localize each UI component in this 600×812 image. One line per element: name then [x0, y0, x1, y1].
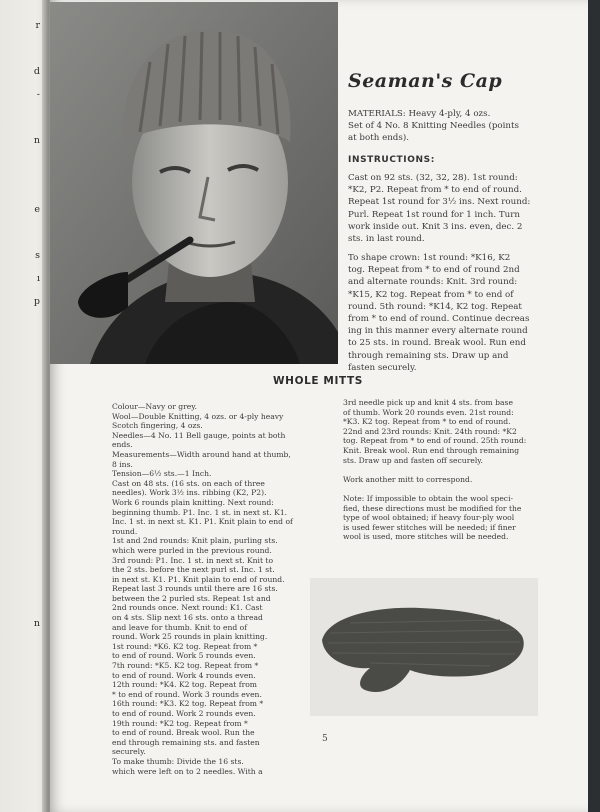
mitts-instruction-line: * to end of round. Work 3 rounds even.	[112, 689, 262, 699]
mitt-illustration	[310, 578, 538, 716]
mitts-title: WHOLE MITTS	[273, 375, 363, 387]
mitts-instruction-line: 3rd round: P1. Inc. 1 st. in next st. Knit to	[112, 555, 274, 565]
mitts-right-column	[343, 398, 543, 542]
left-page-text-fragment: s	[35, 250, 40, 261]
crown-line: *K15, K2 tog. Repeat from * to end of	[348, 289, 514, 300]
man-in-cap-illustration	[50, 2, 338, 364]
crown-line: through remaining sts. Draw up and	[348, 350, 509, 361]
mitts-instruction-line: 22nd and 23rd rounds: Knit. 24th round: *K2	[343, 426, 517, 436]
left-page-text-fragment: r	[35, 20, 40, 31]
left-page-text-fragment: -	[36, 89, 40, 100]
left-page-text-fragment: d	[33, 66, 40, 77]
mitts-instruction-line: to end of round. Break wool. Run the	[112, 728, 255, 738]
left-page-text-fragment: p	[33, 296, 40, 307]
mitts-instruction-line: wool is used, more stitches will be needed.	[343, 532, 509, 542]
left-page-text-fragment: n	[33, 618, 40, 629]
instructions-line: sts. in last round.	[348, 234, 425, 245]
crown-line: round. 5th round: *K14, K2 tog. Repeat	[348, 301, 522, 312]
mitts-instruction-line: 12th round: *K4. K2 tog. Repeat from	[112, 680, 257, 690]
crown-line: ing in this manner every alternate round	[348, 326, 528, 337]
mitt-photo	[310, 578, 538, 716]
mitts-instruction-line: 2nd rounds once. Next round: K1. Cast	[112, 603, 263, 613]
mitts-instruction-line: Work another mitt to correspond.	[343, 474, 473, 484]
mitts-instruction-line: needles). Work 3½ ins. ribbing (K2, P2).	[112, 488, 267, 498]
mitts-instruction-line: is used fewer stitches will be needed; if finer	[343, 522, 516, 532]
mitts-instruction-line: Work 6 rounds plain knitting. Next round:	[112, 497, 274, 507]
mitts-instruction-line: Note: If impossible to obtain the wool speci-	[343, 493, 514, 503]
mitts-instruction-line: Needles—4 No. 11 Bell gauge, points at both	[112, 430, 286, 440]
mitts-instruction-line: Scotch fingering, 4 ozs.	[112, 421, 203, 431]
mitts-instruction-line: securely.	[112, 747, 146, 757]
page-edge-shadow	[588, 0, 600, 812]
crown-text	[348, 252, 580, 374]
crown-line: To shape crown: 1st round: *K16, K2	[348, 253, 511, 263]
mitts-instruction-line: the 2 sts. before the next purl st. Inc. 1 st.	[112, 565, 275, 575]
mitts-instruction-line: type of wool obtained; if heavy four-ply wool	[343, 513, 515, 523]
crown-line: to 25 sts. in round. Break wool. Run end	[348, 338, 526, 349]
mitts-instruction-line: 7th round: *K5. K2 tog. Repeat from *	[112, 661, 259, 671]
left-page-text-fragment: ı	[36, 273, 40, 284]
page-number: 5	[322, 734, 328, 744]
pattern-title: Seaman's Cap	[348, 70, 503, 92]
mitts-instruction-line: which were purled in the previous round.	[112, 545, 272, 555]
instructions-line: Cast on 92 sts. (32, 32, 28). 1st round:	[348, 173, 518, 183]
mitts-instruction-line: 16th round: *K3. K2 tog. Repeat from *	[112, 699, 264, 709]
mitts-instruction-line: and leave for thumb. Knit to end of	[112, 622, 248, 632]
mitts-instruction-line: Measurements—Width around hand at thumb,	[112, 449, 291, 459]
crown-line: and alternate rounds: Knit. 3rd round:	[348, 277, 518, 288]
mitts-instruction-line: Repeat last 3 rounds until there are 16 sts.	[112, 584, 278, 594]
mitts-instruction-line: round.	[112, 526, 138, 536]
mitts-instruction-line: to end of round. Work 2 rounds even.	[112, 709, 256, 718]
crown-line: from * to end of round. Continue decreas	[348, 314, 530, 325]
mitts-instruction-line: Tension—6½ sts.—1 Inch.	[112, 469, 212, 479]
mitts-instruction-line: ends.	[112, 440, 133, 450]
materials-line: MATERIALS: Heavy 4-ply, 4 ozs.	[348, 109, 491, 119]
mitts-instruction-line: beginning thumb. P1. Inc. 1 st. in next st. K1.	[112, 507, 288, 517]
mitts-instruction-line: in next st. K1. P1. Knit plain to end of round.	[112, 574, 285, 584]
mitts-instruction-line: sts. Draw up and fasten off securely.	[343, 455, 483, 465]
mitts-instruction-line: to end of round. Work 4 rounds even.	[112, 670, 256, 680]
mitts-instruction-line: 19th round: *K2 tog. Repeat from *	[112, 718, 248, 728]
crown-line: fasten securely.	[348, 362, 417, 373]
mitts-instruction-line: between the 2 purled sts. Repeat 1st and	[112, 593, 271, 603]
mitts-instruction-line: to end of round. Work 5 rounds even.	[112, 651, 256, 661]
mitts-instruction-line: of thumb. Work 20 rounds even. 21st round:	[343, 407, 514, 417]
left-page-text-fragment: n	[33, 135, 40, 146]
mitts-instruction-line: which were left on to 2 needles. With a	[112, 766, 263, 776]
mitts-instruction-line: Colour—Navy or grey.	[112, 402, 197, 411]
instructions-line: Purl. Repeat 1st round for 1 inch. Turn	[348, 209, 520, 220]
instructions-line: *K2, P2. Repeat from * to end of round.	[348, 185, 522, 196]
mitts-instruction-line: To make thumb: Divide the 16 sts.	[112, 756, 244, 766]
mitts-instruction-line: 1st and 2nd rounds: Knit plain, purling sts.	[112, 536, 278, 546]
mitts-instruction-line: end through remaining sts. and fasten	[112, 737, 260, 747]
mitts-instruction-line: tog. Repeat from * to end of round. 25th round:	[343, 436, 527, 446]
instructions-line: Repeat 1st round for 3½ ins. Next round:	[348, 197, 531, 208]
mitts-instruction-line: on 4 sts. Slip next 16 sts. onto a thread	[112, 613, 263, 623]
instructions-heading: INSTRUCTIONS:	[348, 155, 435, 165]
materials-line: at both ends).	[348, 133, 409, 144]
instructions-line: work inside out. Knit 3 ins. even, dec. 2	[348, 221, 523, 232]
mitts-instruction-line: 1st round: *K6. K2 tog. Repeat from *	[112, 641, 258, 651]
mitts-instruction-line: Inc. 1 st. in next st. K1. P1. Knit plain to end of	[112, 517, 293, 527]
crown-line: tog. Repeat from * to end of round 2nd	[348, 265, 520, 276]
mitts-instruction-line	[343, 465, 543, 475]
instructions-text	[348, 172, 580, 245]
mitts-instruction-line: Knit. Break wool. Run end through remaining	[343, 445, 520, 455]
mitts-instruction-line: Wool—Double Knitting, 4 ozs. or 4-ply heavy	[112, 411, 284, 421]
mitts-left-column	[112, 402, 312, 776]
mitts-instruction-line: Cast on 48 sts. (16 sts. on each of three	[112, 478, 265, 488]
mitts-instruction-line: 3rd needle pick up and knit 4 sts. from base	[343, 398, 513, 407]
mitts-instruction-line: 8 ins.	[112, 459, 133, 469]
mitts-instruction-line	[343, 484, 543, 494]
mitts-instruction-line: round. Work 25 rounds in plain knitting.	[112, 632, 268, 642]
mitts-instruction-line: fied, these directions must be modified for the	[343, 503, 522, 513]
materials-text	[348, 108, 580, 145]
materials-line: Set of 4 No. 8 Knitting Needles (points	[348, 121, 519, 132]
left-page-text-fragment: e	[34, 204, 40, 215]
model-photo	[50, 2, 338, 364]
mitts-instruction-line: *K3. K2 tog. Repeat from * to end of round.	[343, 417, 511, 427]
